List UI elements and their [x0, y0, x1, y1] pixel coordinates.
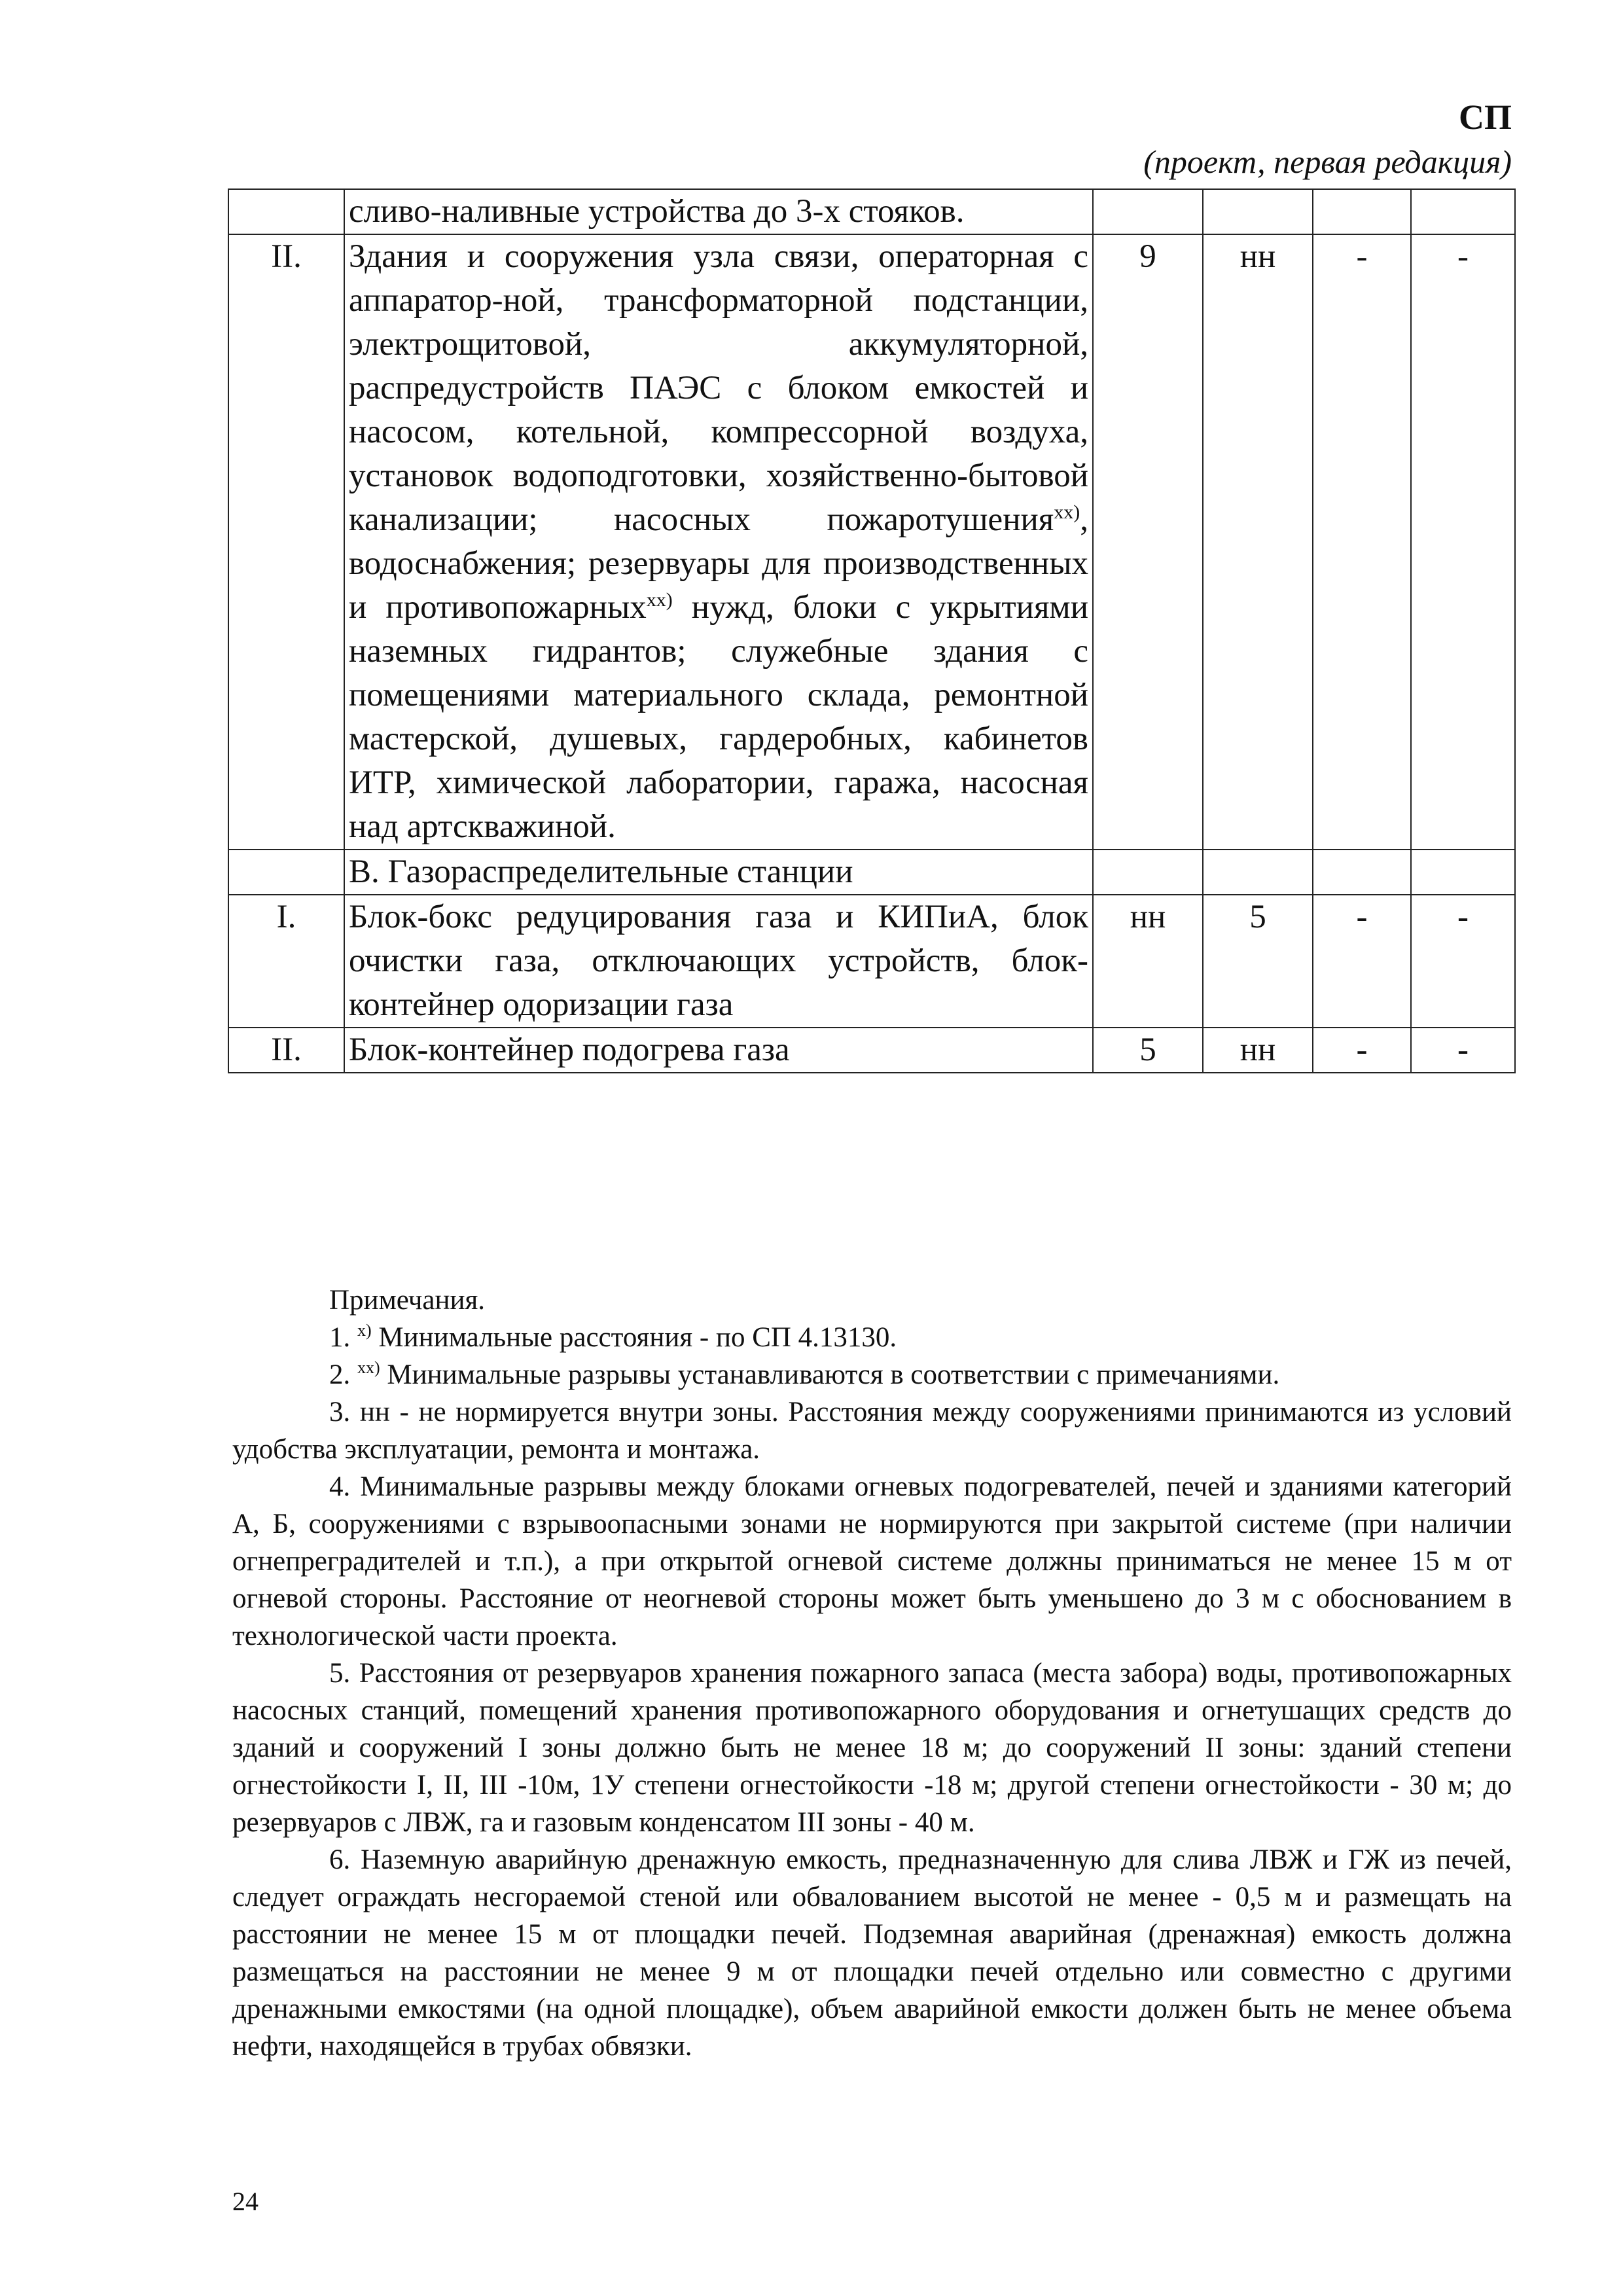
document-edition: (проект, первая редакция) [1143, 143, 1512, 180]
table-row [228, 895, 1515, 1028]
row-value: - [1411, 1028, 1515, 1073]
row-value: нн [1203, 234, 1313, 850]
footnote-mark: xx) [646, 589, 673, 611]
row-description [344, 234, 1093, 850]
row-value: - [1411, 234, 1515, 850]
row-number [228, 189, 344, 234]
row-description: Блок-контейнер подогрева газа [344, 1028, 1093, 1073]
row-number: II. [228, 234, 344, 850]
row-value [1411, 850, 1515, 895]
desc-part: Здания и сооружения узла связи, операторная с аппаратор-ной, трансформаторной подстанции, электрощитовой, аккумуляторной, распредустройств ПАЭС с блоком емкостей и насосом, котельной, компрессорной воздуха, установок водоподготовки, хозяйственно-бытовой канализации; насосных пожаротушения [349, 238, 1088, 538]
desc-part: , водоснабжения; резервуары для производственных и противопожарных [349, 501, 1088, 626]
note-text: Минимальные разрывы устанавливаются в соответствии с примечаниями. [380, 1359, 1280, 1390]
row-value: нн [1203, 1028, 1313, 1073]
row-description: Блок-бокс редуцирования газа и КИПиА, блок очистки газа, отключающих устройств, блок-контейнер одоризации газа [344, 895, 1093, 1028]
row-value: 5 [1093, 1028, 1203, 1073]
note-6: 6. Наземную аварийную дренажную емкость, предназначенную для слива ЛВЖ и ГЖ из печей, следует ограждать несгораемой стеной или обвалованием высотой не менее - 0,5 м и размещать на расстоянии не менее 15 м от площадки печей. Подземная аварийная (дренажная) емкость должна размещаться на расстоянии не менее 9 м от площадки печей отдельно или совместно с другими дренажными емкостями (на одной площадке), объем аварийной емкости должен быть не менее объема нефти, находящейся в трубах обвязки. [232, 1844, 1512, 2062]
row-value: - [1411, 895, 1515, 1028]
page-number: 24 [232, 2187, 259, 2216]
row-value: - [1313, 234, 1411, 850]
row-value: - [1313, 895, 1411, 1028]
row-value [1203, 850, 1313, 895]
note-text: Минимальные расстояния - по СП 4.13130. [371, 1322, 897, 1353]
row-number: II. [228, 1028, 344, 1073]
row-value [1411, 189, 1515, 234]
note-5: 5. Расстояния от резервуаров хранения пожарного запаса (места забора) воды, противопожарных насосных станций, помещений хранения противопожарного оборудования и огнетушащих средств до зданий и сооружений I зоны должно быть не менее 18 м; до сооружений II зоны: зданий степени огнестойкости I, II, III -10м, 1У степени огнестойкости -18 м; другой степени огнестойкости - 30 м; до резервуаров с ЛВЖ, га и газовым конденсатом III зоны - 40 м. [232, 1658, 1512, 1838]
footnote-mark: x) [357, 1321, 372, 1340]
table-row [228, 234, 1515, 850]
row-number: I. [228, 895, 344, 1028]
note-3: 3. нн - не нормируется внутри зоны. Расстояния между сооружениями принимаются из условий удобства эксплуатации, ремонта и монтажа. [232, 1397, 1512, 1465]
row-value: 9 [1093, 234, 1203, 850]
document-code: СП [1459, 98, 1512, 137]
table-row [228, 1028, 1515, 1073]
notes-title: Примечания. [329, 1285, 486, 1316]
row-value: - [1313, 1028, 1411, 1073]
section-heading: В. Газораспределительные станции [344, 850, 1093, 895]
row-value [1203, 189, 1313, 234]
row-value: 5 [1203, 895, 1313, 1028]
note-number: 1. [329, 1322, 351, 1353]
footnote-mark: xx) [357, 1358, 380, 1377]
note-number: 2. [329, 1359, 351, 1390]
table-row [228, 189, 1515, 234]
row-value [1093, 850, 1203, 895]
note-4: 4. Минимальные разрывы между блоками огневых подогревателей, печей и зданиями категорий А, Б, сооружениями с взрывоопасными зонами не нормируются при закрытой системе (при наличии огнепреградителей и т.п.), а при открытой огневой системе должны приниматься не менее 15 м от огневой стороны. Расстояние от неогневой стороны может быть уменьшено до 3 м с обоснованием в технологической части проекта. [232, 1471, 1512, 1651]
note-2 [232, 1356, 1512, 1393]
row-value: нн [1093, 895, 1203, 1028]
row-value [1313, 850, 1411, 895]
footnote-mark: xx) [1054, 501, 1080, 523]
row-description: сливо-наливные устройства до 3-х стояков. [344, 189, 1093, 234]
distance-table [228, 188, 1516, 1073]
desc-part: нужд, блоки с укрытиями наземных гидрантов; служебные здания с помещениями материального склада, ремонтной мастерской, душевых, гардеробных, кабинетов ИТР, химической лаборатории, гаража, насосная над артскважиной. [349, 589, 1088, 845]
row-value [1313, 189, 1411, 234]
notes-section [232, 1282, 1512, 2065]
table-row [228, 850, 1515, 895]
note-1 [232, 1319, 1512, 1356]
row-number [228, 850, 344, 895]
row-value [1093, 189, 1203, 234]
